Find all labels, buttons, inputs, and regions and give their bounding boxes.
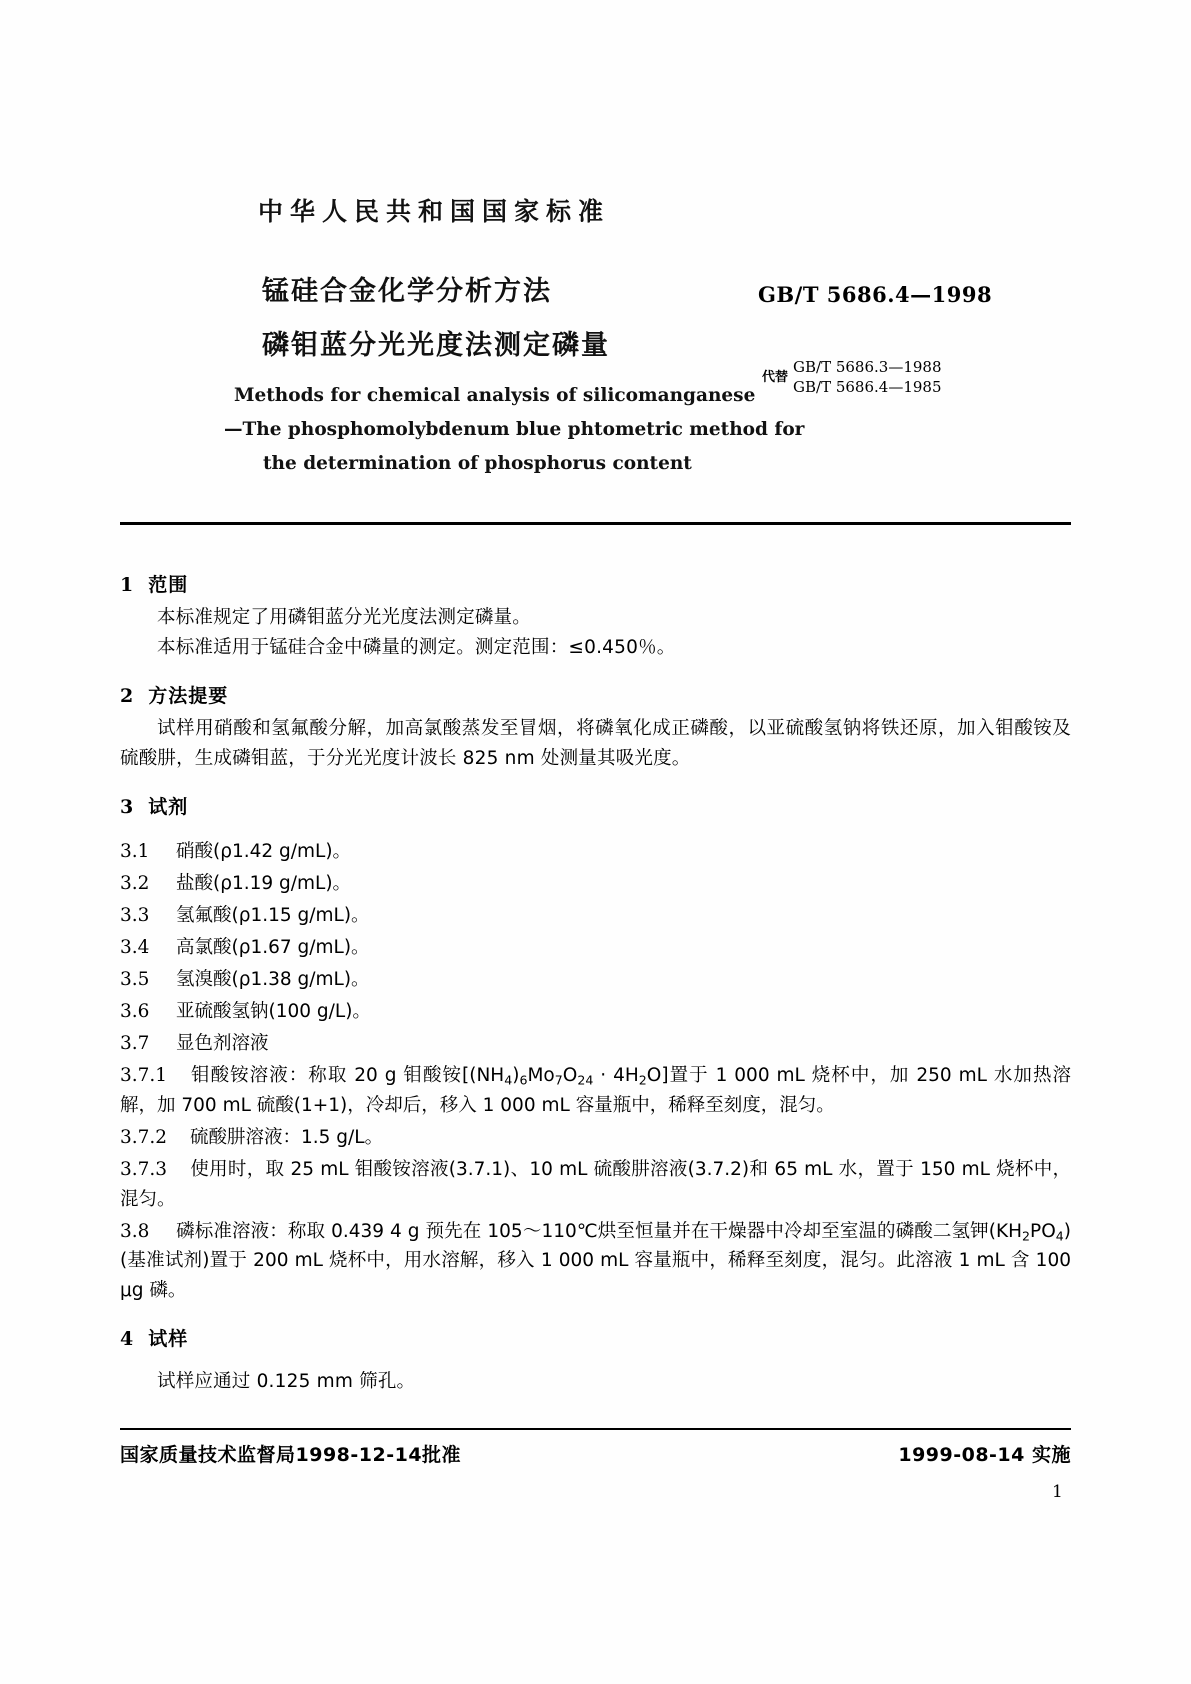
english-title-line1: Methods for chemical analysis of silicomanganese: [234, 385, 756, 406]
english-title-line2: —The phosphomolybdenum blue phtometric method for: [224, 419, 805, 440]
clause-3-7: [120, 1029, 1071, 1059]
section-2-paragraph-1: 试样用硝酸和氢氟酸分解，加高氯酸蒸发至冒烟，将磷氧化成正磷酸，以亚硫酸氢钠将铁还原，加入钼酸铵及硫酸肼，生成磷钼蓝，于分光光度计波长 825 nm 处测量其吸光度。: [120, 717, 1071, 769]
section-number: 1: [120, 574, 135, 596]
approval-statement: 国家质量技术监督局1998-12-14批准: [120, 1444, 462, 1466]
clause-text: 氢氟酸(ρ1.15 g/mL)。: [176, 904, 370, 926]
implementation-date: 1999-08-14 实施: [898, 1444, 1071, 1466]
header-divider: [120, 522, 1071, 525]
clause-3-6: [120, 997, 1071, 1027]
clause-text: 磷标准溶液：称取 0.439 4 g 预先在 105～110℃烘至恒量并在干燥器中冷却至室温的磷酸二氢钾$(KH_2PO_4)$(基准试剂)置于 200 mL 烧杯中，用水溶解，移入 1 000 mL 容量瓶中，稀释至刻度，混匀。此溶液 1 mL 含 100 μg 磷。: [120, 1220, 1071, 1302]
clause-number: 3.1: [120, 840, 150, 862]
section-title: 试样: [148, 1328, 189, 1351]
national-standard-label: 中华人民共和国国家标准: [258, 197, 611, 226]
clause-3-7-3: [120, 1155, 1071, 1215]
section-heading-4: [120, 1324, 1071, 1351]
clause-text: 高氯酸(ρ1.67 g/mL)。: [176, 936, 370, 958]
page-number: 1: [1052, 1482, 1063, 1502]
section-heading-3: [120, 792, 1071, 819]
chinese-title-line2: 磷钼蓝分光光度法测定磷量: [262, 330, 610, 361]
clause-text: 亚硫酸氢钠(100 g/L)。: [176, 1000, 371, 1022]
section-title: 方法提要: [148, 684, 229, 707]
section-4-paragraph-1: 试样应通过 0.125 mm 筛孔。: [157, 1371, 416, 1393]
clause-number: 3.3: [120, 904, 150, 926]
clause-text: 使用时，取 25 mL 钼酸铵溶液(3.7.1)、10 mL 硫酸肼溶液(3.7.2)和 65 mL 水，置于 150 mL 烧杯中，混匀。: [120, 1158, 1071, 1210]
document-body: [120, 552, 1071, 1397]
clause-text: 盐酸(ρ1.19 g/mL)。: [176, 872, 352, 894]
replaces-item: GB/T 5686.3—1988: [793, 358, 942, 376]
clause-number: 3.4: [120, 936, 150, 958]
clause-number: 3.7.3: [120, 1158, 168, 1180]
spacer: [120, 825, 1071, 835]
clause-text: 硫酸肼溶液：1.5 g/L。: [190, 1126, 384, 1148]
clause-3-7-1: [120, 1061, 1071, 1121]
clause-3-5: [120, 965, 1071, 995]
footer-divider: [120, 1428, 1071, 1430]
section-number: 3: [120, 795, 135, 818]
section-number: 4: [120, 1328, 135, 1351]
replaces-block: [762, 358, 942, 398]
replaces-label: 代替: [762, 370, 789, 385]
clause-number: 3.6: [120, 1000, 150, 1022]
clause-number: 3.7: [120, 1032, 150, 1054]
replaces-list: [793, 358, 942, 398]
clause-number: 3.7.2: [120, 1126, 168, 1148]
clause-text: 氢溴酸(ρ1.38 g/mL)。: [176, 968, 370, 990]
spacer: [120, 1357, 1071, 1367]
section-title: 试剂: [148, 795, 189, 818]
clause-text: 显色剂溶液: [176, 1032, 269, 1054]
masthead: [0, 192, 1191, 228]
clause-3-7-2: [120, 1123, 1071, 1153]
section-title: 范围: [148, 574, 189, 596]
english-title-line3: the determination of phosphorus content: [263, 453, 692, 474]
clause-text: 钼酸铵溶液：称取 20 g 钼酸铵$[(NH_4)_6Mo_7O_{24} \cdot 4H_2O]$置于 1 000 mL 烧杯中，加 250 mL 水加热溶解，加 700 mL 硫酸(1+1)，冷却后，移入 1 000 mL 容量瓶中，稀释至刻度，混匀。: [120, 1064, 1071, 1116]
section-1-paragraph-2: 本标准适用于锰硅合金中磷量的测定。测定范围：≤0.450％。: [157, 636, 676, 658]
clause-3-4: [120, 933, 1071, 963]
clause-number: 3.5: [120, 968, 150, 990]
section-number: 2: [120, 684, 135, 707]
clause-3-1: [120, 837, 1071, 867]
clause-3-2: [120, 869, 1071, 899]
clause-3-8: [120, 1217, 1071, 1307]
page-footer: [120, 1440, 1071, 1467]
clause-text: 硝酸(ρ1.42 g/mL)。: [176, 840, 352, 862]
clause-3-3: [120, 901, 1071, 931]
replaces-item: GB/T 5686.4—1985: [793, 377, 942, 396]
chinese-title-line1: 锰硅合金化学分析方法: [262, 276, 552, 307]
section-heading-2: [120, 681, 1071, 708]
section-heading-1: [120, 570, 1071, 597]
clause-number: 3.7.1: [120, 1064, 168, 1086]
clause-number: 3.2: [120, 872, 150, 894]
clause-number: 3.8: [120, 1220, 150, 1242]
standard-number: GB/T 5686.4—1998: [758, 282, 993, 307]
section-1-paragraph-1: 本标准规定了用磷钼蓝分光光度法测定磷量。: [157, 607, 532, 628]
